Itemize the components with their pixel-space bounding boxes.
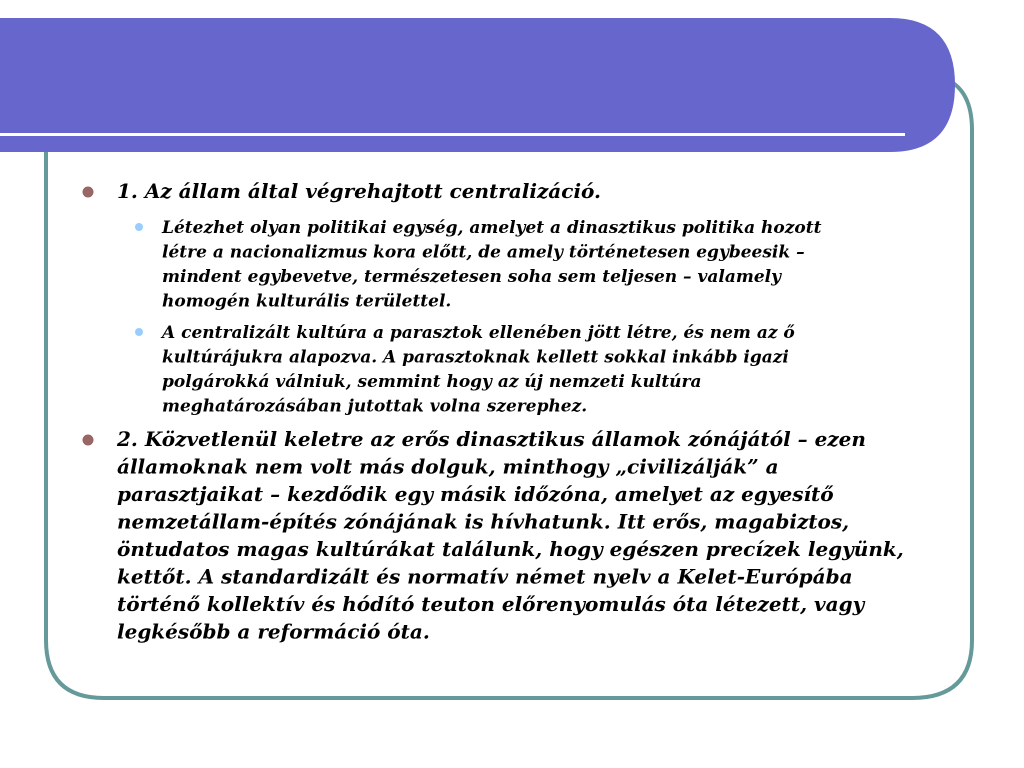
bullet-marker — [83, 187, 94, 198]
bullet-text-line: létre a nacionalizmus kora előtt, de amely történetesen egybeesik – — [162, 242, 805, 263]
bullet-text-line: 2. Közvetlenül keletre az erős dinasztikus államok zónájától – ezen — [117, 427, 866, 451]
bullet-text-line: öntudatos magas kultúrákat találunk, hogy egészen precízek legyünk, — [117, 537, 904, 561]
bullet-text-line: Létezhet olyan politikai egység, amelyet a dinasztikus politika hozott — [162, 218, 822, 238]
bullet-text-line: A centralizált kultúra a parasztok ellenében jött létre, és nem az ő — [162, 323, 795, 343]
bullet-text-line: nemzetállam-építés zónájának is hívhatunk. Itt erős, magabiztos, — [117, 509, 850, 534]
bullet-text-line: történő kollektív és hódító teuton előrenyomulás óta létezett, vagy — [117, 592, 865, 616]
bullet-marker — [135, 328, 143, 336]
bullet-text-line: homogén kulturális területtel. — [162, 291, 452, 312]
bullet-text-line: kettőt. A standardizált és normatív német nyelv a Kelet-Európába — [117, 564, 853, 589]
bullet-item-level1 — [83, 179, 602, 203]
bullet-marker — [83, 435, 94, 446]
bullet-text-line: legkésőbb a reformáció óta. — [117, 619, 430, 644]
bullet-text-line: mindent egybevetve, természetesen soha sem teljesen – valamely — [162, 267, 781, 287]
bullet-text-line: 1. Az állam által végrehajtott centralizáció. — [117, 179, 601, 203]
bullet-text-line: parasztjaikat – kezdődik egy másik időzóna, amelyet az egyesítő — [117, 482, 834, 506]
bullet-text-line: meghatározásában jutottak volna szerephez. — [162, 396, 588, 417]
bullet-text-line: államoknak nem volt más dolguk, minthogy „civilizálják” a — [117, 454, 779, 479]
header-line — [0, 133, 905, 136]
bullet-text-line: polgárokká válniuk, semmint hogy az új nemzeti kultúra — [162, 372, 702, 392]
bullet-marker — [135, 223, 143, 231]
header-band — [0, 18, 955, 152]
bullet-text-line: kultúrájukra alapozva. A parasztoknak kellett sokkal inkább igazi — [162, 347, 789, 368]
